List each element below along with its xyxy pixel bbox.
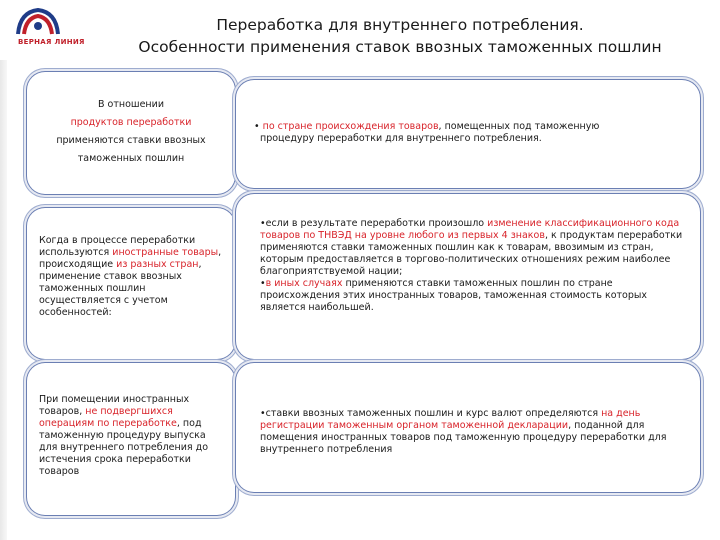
- box-r2-p1-start: •если в результате переработки произошло: [260, 218, 488, 229]
- box-l1-line4: таможенных пошлин: [77, 153, 185, 164]
- box-r2-paragraph-2: [260, 278, 688, 314]
- box-r2-p2-highlight: в иных случаях: [265, 278, 343, 289]
- box-foreign-goods-different-countries: [29, 210, 233, 357]
- bullet: •: [254, 121, 260, 132]
- box-r1-highlight: по стране происхождения товаров: [259, 121, 439, 132]
- box-r3-text: [260, 408, 688, 456]
- box-country-of-origin: [238, 82, 698, 186]
- box-l2-part-c: , происходящие: [39, 247, 222, 270]
- box-products-of-processing: [29, 74, 233, 192]
- box-r1-line2: процедуру переработки для внутреннего потребления.: [260, 133, 542, 144]
- box-r2-p2-end: применяются ставки таможенных пошлин по стране происхождения этих иностранных товаров, таможенная стоимость которых является наибольшей.: [260, 278, 648, 313]
- title-line-1: Переработка для внутреннего потребления.: [216, 16, 584, 34]
- title-line-2: Особенности применения ставок ввозных таможенных пошлин: [138, 38, 662, 56]
- box-l1-line2: продуктов переработки: [70, 117, 192, 128]
- box-r2-p1-highlight: изменение классификационного кода товаров по ТНВЭД на уровне любого из первых 4 знаков: [260, 218, 680, 241]
- box-r3-part-a: •ставки ввозных таможенных пошлин и курс валют определяются: [260, 408, 602, 419]
- box-l3-part-a: При помещении иностранных товаров,: [39, 394, 190, 417]
- box-l3-highlight: не подвергшихся операциям по переработке: [39, 406, 177, 429]
- box-r2-p2-bullet: •: [260, 278, 266, 289]
- logo-text: ВЕРНАЯ ЛИНИЯ: [18, 38, 85, 46]
- box-l2-highlight-countries: из разных стран: [116, 259, 199, 270]
- left-edge-decoration: [0, 60, 7, 540]
- box-r2-text: [260, 218, 688, 314]
- box-l2-highlight-foreign: иностранные товары: [112, 247, 219, 258]
- box-r1-rest: , помещенных под таможенную: [438, 121, 600, 132]
- box-r3-part-c: , поданной для помещения иностранных товаров под таможенную процедуру переработки для внутреннего потребления: [260, 420, 667, 455]
- box-classification-change: [238, 196, 698, 357]
- box-l3-part-c: , под таможенную процедуру выпуска для внутреннего потребления до истечения срока переработки товаров: [39, 418, 209, 477]
- box-r2-paragraph-1: [260, 218, 688, 278]
- box-l2-part-a: Когда в процессе переработки используются: [39, 235, 196, 258]
- logo-emblem-icon: [10, 6, 66, 38]
- box-l3-text: [39, 394, 225, 478]
- box-l1-line3: применяются ставки ввозных: [56, 135, 206, 146]
- box-r3-highlight: на день регистрации таможенным органом таможенной декларации: [260, 408, 641, 431]
- page-title: [80, 14, 720, 58]
- box-l1-line1: В отношении: [97, 99, 164, 110]
- box-rates-and-currency: [238, 365, 698, 490]
- company-logo: [10, 6, 85, 46]
- box-l2-part-e: , применение ставок ввозных таможенных пошлин осуществляется с учетом особенностей:: [39, 259, 202, 318]
- box-r2-p1-end: , к продуктам переработки применяются ставки таможенных пошлин как к товарам, ввозимым из стран, которым предоставляется в торгово-политических отношениях режим наиболее благоприятствуемой нации;: [260, 230, 683, 277]
- box-not-processed-goods: [29, 365, 233, 513]
- box-l2-text: [39, 235, 225, 319]
- box-r1-text: [254, 121, 690, 145]
- box-l1-text: [29, 96, 233, 168]
